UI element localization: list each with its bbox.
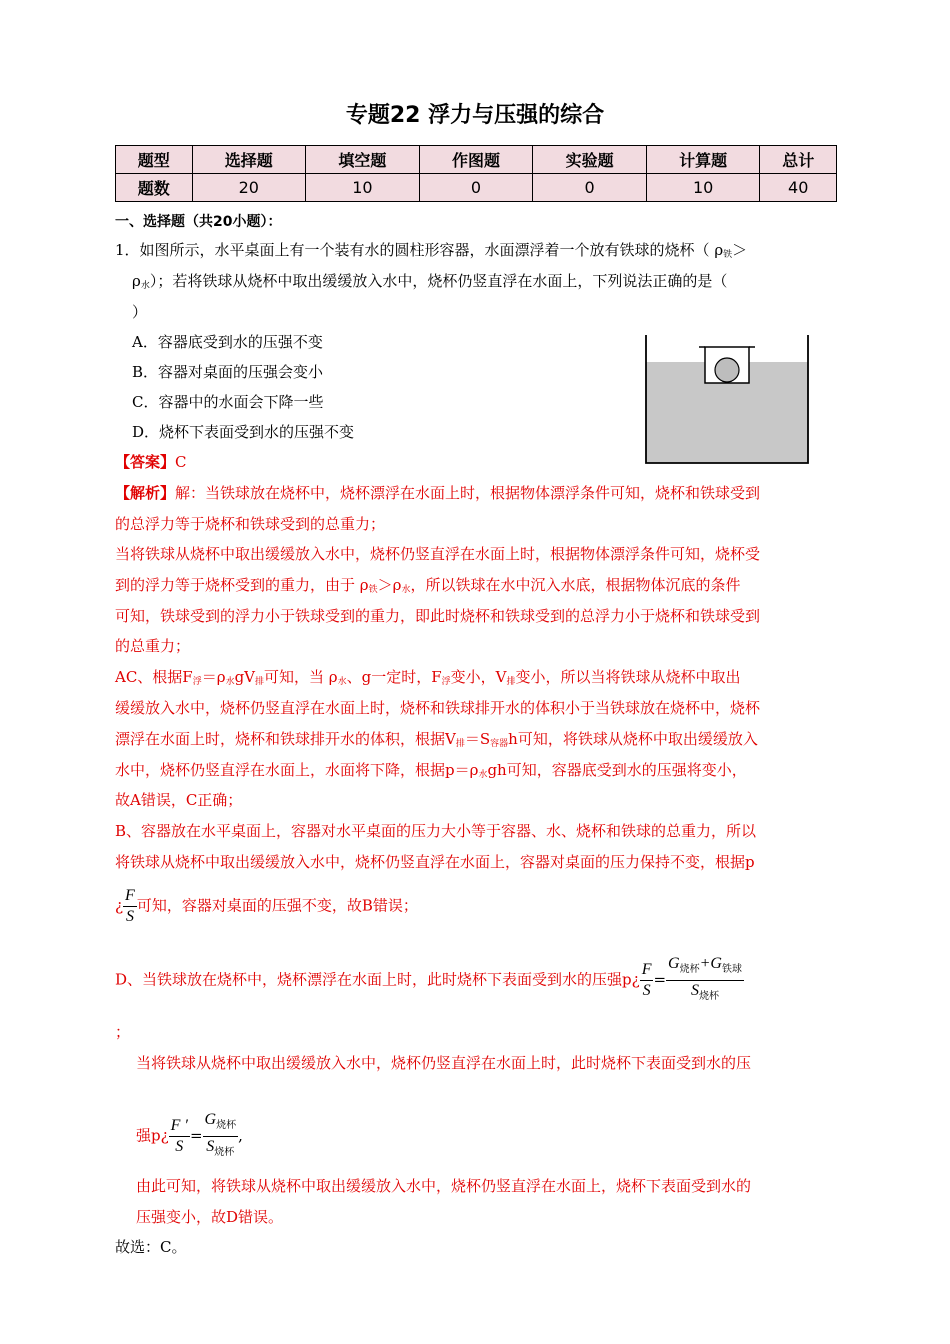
table-header-cell: 题型 [116, 146, 193, 174]
analysis-line: 缓缓放入水中，烧杯仍竖直浮在水面上时，烧杯和铁球排开水的体积小于当铁球放在烧杯中，烧杯 [115, 699, 761, 717]
table-header-row [116, 146, 837, 174]
page-title: 专题22 浮力与压强的综合 [345, 103, 605, 128]
option-b: B．容器对桌面的压强会变小 [132, 363, 324, 381]
table-cell: 20 [192, 174, 306, 202]
question-line: 1．如图所示，水平桌面上有一个装有水的圆柱形容器，水面漂浮着一个放有铁球的烧杯（ $\rho_铁>$ [115, 241, 748, 260]
question-line: $\rho_水$）；若将铁球从烧杯中取出缓缓放入水中，烧杯仍竖直浮在水面上，下列说法正确的是（ [132, 272, 728, 291]
analysis-line: 故A错误，C正确； [115, 791, 243, 809]
table-header-cell: 作图题 [419, 146, 533, 174]
analysis-line: ； [115, 1023, 131, 1041]
analysis-line: 由此可知，将铁球从烧杯中取出缓缓放入水中，烧杯仍竖直浮在水面上，烧杯下表面受到水的 [136, 1177, 752, 1195]
question-line: ） [132, 303, 148, 321]
container-beaker-figure [645, 335, 810, 465]
table-header-cell: 计算题 [646, 146, 760, 174]
analysis-line: 漂浮在水面上时，烧杯和铁球排开水的体积，根据$V_排=S_{容器}h$可知，将铁球从烧杯中取出缓缓放入 [115, 730, 758, 749]
option-a: A．容器底受到水的压强不变 [132, 333, 323, 351]
option-c: C．容器中的水面会下降一些 [132, 393, 324, 411]
analysis-line: 到的浮力等于烧杯受到的重力，由于 $\rho_铁>\rho_水$，所以铁球在水中沉入水底，根据物体沉底的条件 [115, 576, 741, 595]
analysis-line: B、容器放在水平桌面上，容器对水平桌面的压力大小等于容器、水、烧杯和铁球的总重力，所以 [115, 822, 757, 840]
formula-line: 强p¿ $\frac{F '}{S}$ = $\frac{G_{烧杯}}{S_{烧杯}}$ , [136, 1110, 243, 1163]
table-row [116, 174, 837, 202]
table-cell: 10 [646, 174, 760, 202]
analysis-line: 压强变小，故D错误。 [136, 1208, 284, 1226]
table-row-label: 题数 [116, 174, 193, 202]
analysis-line: 的总浮力等于烧杯和铁球受到的总重力； [115, 515, 386, 533]
table-header-cell: 总计 [760, 146, 837, 174]
conclusion-line: 故选：C。 [115, 1238, 187, 1256]
fraction-f-prime-over-s: $\frac{F '}{S}$ [170, 1117, 188, 1156]
analysis-line: 可知，铁球受到的浮力小于铁球受到的重力，即此时烧杯和铁球受到的总浮力小于烧杯和铁球受到 [115, 607, 761, 625]
table-header-cell: 填空题 [306, 146, 420, 174]
analysis-line: 当将铁球从烧杯中取出缓缓放入水中，烧杯仍竖直浮在水面上时，根据物体漂浮条件可知，烧杯受 [115, 545, 761, 563]
fraction-gravity-over-area: $\frac{G_{烧杯}}{S_{烧杯}}$ [204, 1111, 237, 1159]
table-cell: 10 [306, 174, 420, 202]
section-heading: 一、选择题（共20小题）： [115, 214, 282, 230]
table-cell: 0 [533, 174, 647, 202]
table-cell: 0 [419, 174, 533, 202]
option-d: D．烧杯下表面受到水的压强不变 [132, 423, 355, 441]
analysis-line: AC、根据$F_浮=\rho_水gV_排$可知，当 $\rho_水$、g一定时，$F_浮$变小，$V_排$变小，所以当将铁球从烧杯中取出 [115, 668, 741, 687]
answer-line: 【答案】C [115, 453, 187, 471]
analysis-line: 水中，烧杯仍竖直浮在水面上，水面将下降，根据$p=\rho_水gh$可知，容器底受到水的压强将变小， [115, 761, 747, 780]
question-summary-table [115, 145, 837, 202]
analysis-line: 的总重力； [115, 637, 191, 655]
fraction-f-over-s: $\frac{F}{S}$ [641, 961, 652, 1000]
table-header-cell: 实验题 [533, 146, 647, 174]
analysis-line: 当将铁球从烧杯中取出缓缓放入水中，烧杯仍竖直浮在水面上时，此时烧杯下表面受到水的压 [136, 1054, 752, 1072]
analysis-line: 【解析】解：当铁球放在烧杯中，烧杯漂浮在水面上时，根据物体漂浮条件可知，烧杯和铁球受到 [115, 484, 761, 502]
formula-line: D、当铁球放在烧杯中，烧杯漂浮在水面上时，此时烧杯下表面受到水的压强p¿ $\frac{F}{S}$ = $\frac{G_{烧杯}+G_{铁球}}{S_{烧杯}}$ [115, 954, 744, 1007]
table-cell: 40 [760, 174, 837, 202]
fraction-gravity-over-area: $\frac{G_{烧杯}+G_{铁球}}{S_{烧杯}}$ [668, 955, 742, 1003]
fraction-f-over-s: $\frac{F}{S}$ [125, 887, 135, 925]
analysis-line: 将铁球从烧杯中取出缓缓放入水中，烧杯仍竖直浮在水面上，容器对桌面的压力保持不变，根据p [115, 853, 755, 871]
formula-line: ¿ $\frac{F}{S}$ 可知，容器对桌面的压强不变，故B错误； [115, 887, 418, 925]
table-header-cell: 选择题 [192, 146, 306, 174]
iron-ball [715, 358, 739, 382]
